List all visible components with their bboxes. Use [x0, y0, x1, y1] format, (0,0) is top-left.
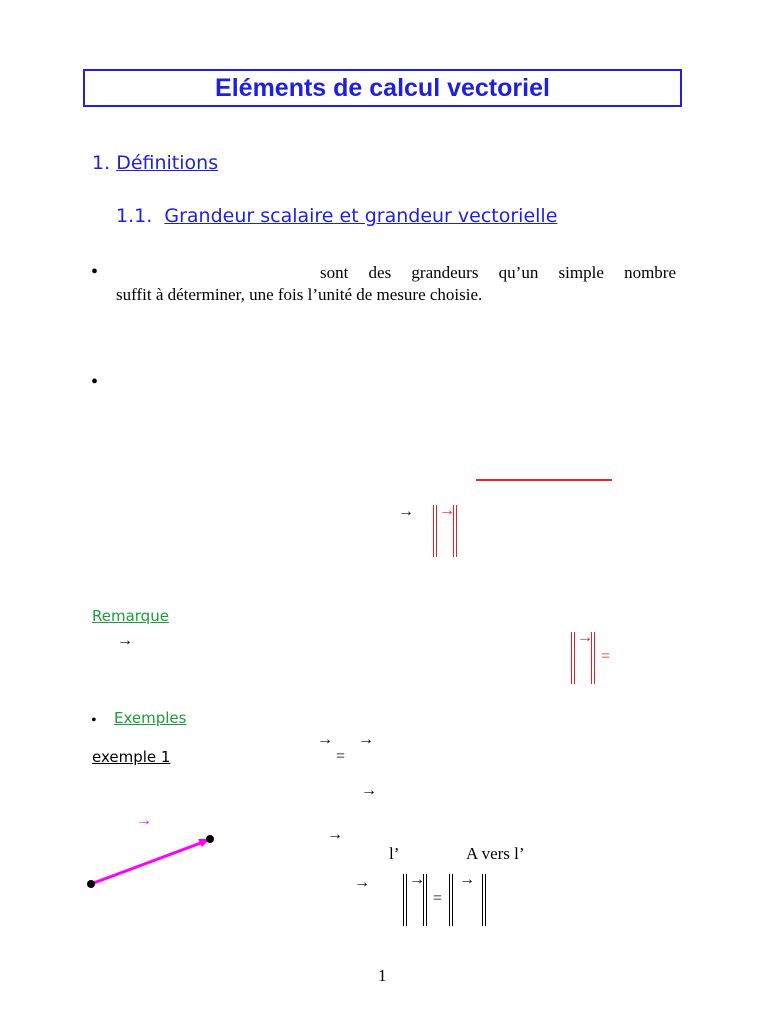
- bullet-marker: •: [91, 371, 99, 393]
- text-l: l’: [389, 844, 400, 863]
- norm-bar-right: [423, 874, 427, 926]
- norm-bar-right: [482, 874, 486, 926]
- norm-bar-right: [453, 505, 457, 557]
- remarque-heading: Remarque: [92, 607, 169, 625]
- vector-arrow: →: [459, 871, 475, 888]
- vector-arrow: →: [327, 826, 343, 843]
- exemples-heading: Exemples: [114, 709, 187, 727]
- page-number: 1: [378, 966, 387, 985]
- norm-bar-left: [403, 874, 407, 926]
- norm-bar-right: [591, 632, 595, 684]
- norm-equality: [403, 871, 493, 926]
- vector-arrow: →: [358, 731, 374, 748]
- vector-arrow: →: [354, 874, 370, 891]
- subsection-label: Grandeur scalaire et grandeur vectorielle: [164, 205, 558, 227]
- vector-arrow: →: [361, 782, 377, 799]
- exemple-1-label: exemple 1: [92, 748, 171, 766]
- point-a: [87, 880, 95, 888]
- vector-arrow: →: [409, 871, 425, 888]
- vector-arrow: →: [117, 632, 133, 649]
- paragraph-line-1: sont des grandeurs qu’un simple nombre: [320, 263, 676, 282]
- vector-arrow: →: [439, 502, 455, 519]
- vector-arrow-magenta: →: [136, 812, 152, 829]
- section-label: Définitions: [116, 152, 219, 174]
- equals-sign: =: [601, 648, 611, 665]
- vector-arrow: →: [317, 731, 333, 748]
- vector-arrow: →: [398, 503, 414, 520]
- section-heading-1-1: [116, 205, 557, 227]
- norm-bar-left: [433, 505, 437, 557]
- vector-line: [91, 841, 206, 884]
- point-b: [206, 835, 214, 843]
- bullet-marker: •: [91, 712, 97, 729]
- section-heading-1: [92, 152, 218, 174]
- title-box: [83, 69, 682, 107]
- scalar-paragraph: [116, 262, 676, 306]
- norm-symbol: [433, 502, 459, 557]
- paragraph-line-2: suffit à déterminer, une fois l’unité de mesure choisie.: [116, 285, 483, 304]
- norm-bar-left: [449, 874, 453, 926]
- red-underline: [476, 479, 612, 481]
- vector-ab-figure: [80, 825, 225, 895]
- equals-sign: =: [336, 748, 346, 765]
- equals-sign: =: [433, 890, 443, 907]
- subsection-number: 1.1.: [116, 205, 153, 227]
- section-number: 1.: [92, 152, 111, 174]
- norm-equals-symbol: [571, 629, 617, 684]
- vector-arrow: →: [577, 629, 593, 646]
- page-title: Eléments de calcul vectoriel: [215, 73, 550, 102]
- norm-bar-left: [571, 632, 575, 684]
- text-a-vers: A vers l’: [466, 844, 525, 863]
- bullet-marker: •: [91, 261, 99, 283]
